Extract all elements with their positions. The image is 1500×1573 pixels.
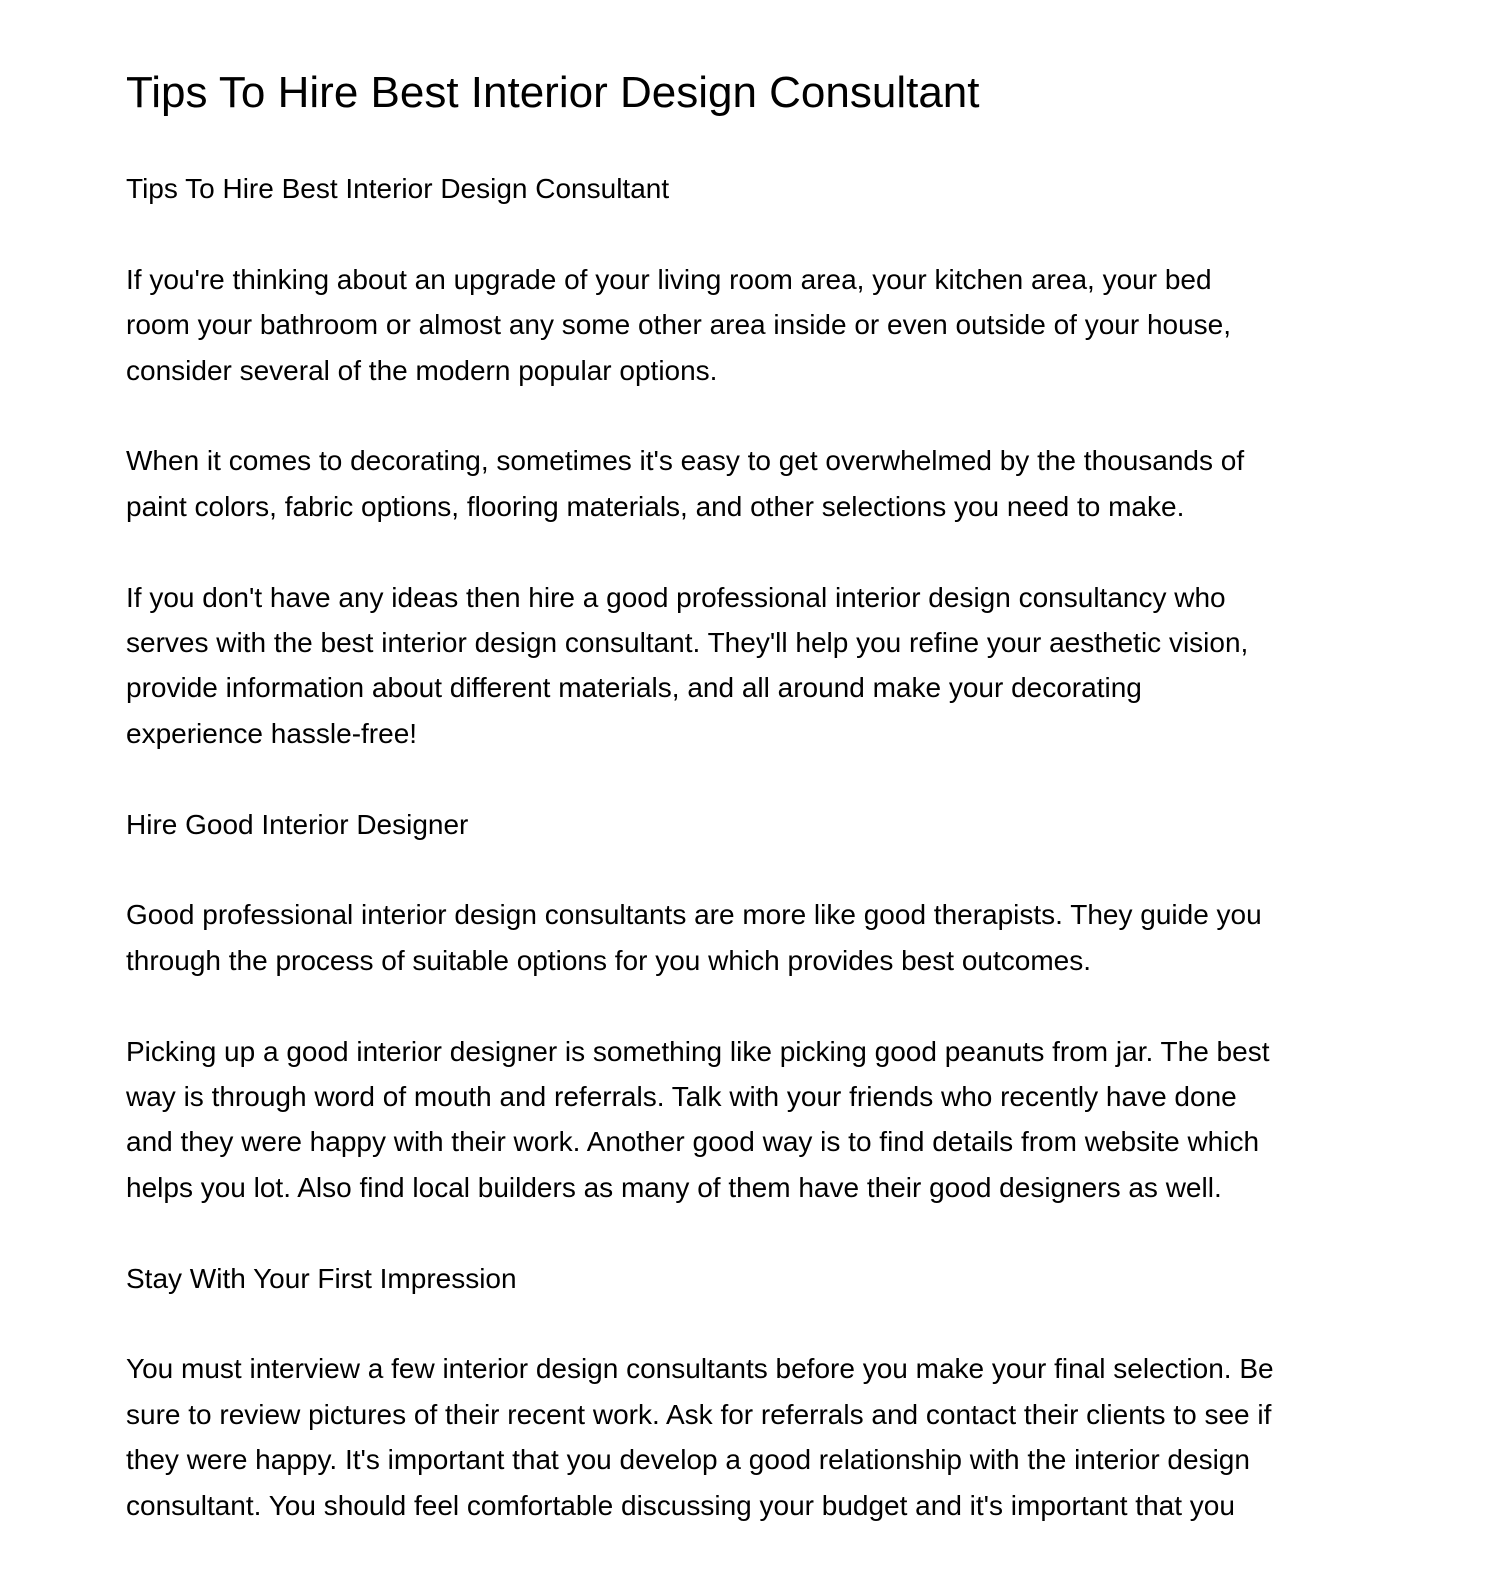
text-line: consultant. You should feel comfortable discussing your budget and it's important that you: [126, 1489, 1235, 1521]
paragraph: [126, 1346, 1386, 1528]
text-line: helps you lot. Also find local builders as many of them have their good designers as well.: [126, 1171, 1222, 1203]
text-line: paint colors, fabric options, flooring materials, and other selections you need to make.: [126, 490, 1185, 522]
section-heading: [126, 166, 1386, 211]
text-line: consider several of the modern popular options.: [126, 354, 718, 386]
text-line: they were happy. It's important that you develop a good relationship with the interior design: [126, 1444, 1250, 1476]
paragraph: [126, 257, 1386, 393]
text-line: Stay With Your First Impression: [126, 1262, 517, 1294]
text-line: room your bathroom or almost any some other area inside or even outside of your house,: [126, 309, 1232, 341]
paragraph: [126, 892, 1386, 983]
text-line: Picking up a good interior designer is something like picking good peanuts from jar. The best: [126, 1035, 1270, 1067]
section-heading: [126, 802, 1386, 847]
paragraph: [126, 575, 1386, 757]
text-line: and they were happy with their work. Another good way is to find details from website which: [126, 1126, 1260, 1158]
text-line: When it comes to decorating, sometimes it's easy to get overwhelmed by the thousands of: [126, 445, 1245, 477]
document-body: [126, 166, 1386, 1573]
text-line: Good professional interior design consultants are more like good therapists. They guide you: [126, 899, 1262, 931]
text-line: serves with the best interior design consultant. They'll help you refine your aesthetic vision,: [126, 627, 1249, 659]
text-line: If you don't have any ideas then hire a good professional interior design consultancy who: [126, 581, 1226, 613]
text-line: way is through word of mouth and referrals. Talk with your friends who recently have done: [126, 1081, 1237, 1113]
text-line: provide information about different materials, and all around make your decorating: [126, 672, 1142, 704]
text-line: If you're thinking about an upgrade of your living room area, your kitchen area, your bed: [126, 263, 1212, 295]
text-line: sure to review pictures of their recent work. Ask for referrals and contact their clients to see if: [126, 1398, 1272, 1430]
paragraph: [126, 438, 1386, 529]
text-line: through the process of suitable options for you which provides best outcomes.: [126, 944, 1091, 976]
document-title: Tips To Hire Best Interior Design Consultant: [126, 68, 980, 117]
text-line: Hire Good Interior Designer: [126, 808, 469, 840]
text-line: experience hassle-free!: [126, 717, 418, 749]
text-line: You must interview a few interior design consultants before you make your final selection. Be: [126, 1353, 1274, 1385]
paragraph: [126, 1029, 1386, 1211]
section-heading: [126, 1256, 1386, 1301]
text-line: Tips To Hire Best Interior Design Consultant: [126, 173, 670, 204]
